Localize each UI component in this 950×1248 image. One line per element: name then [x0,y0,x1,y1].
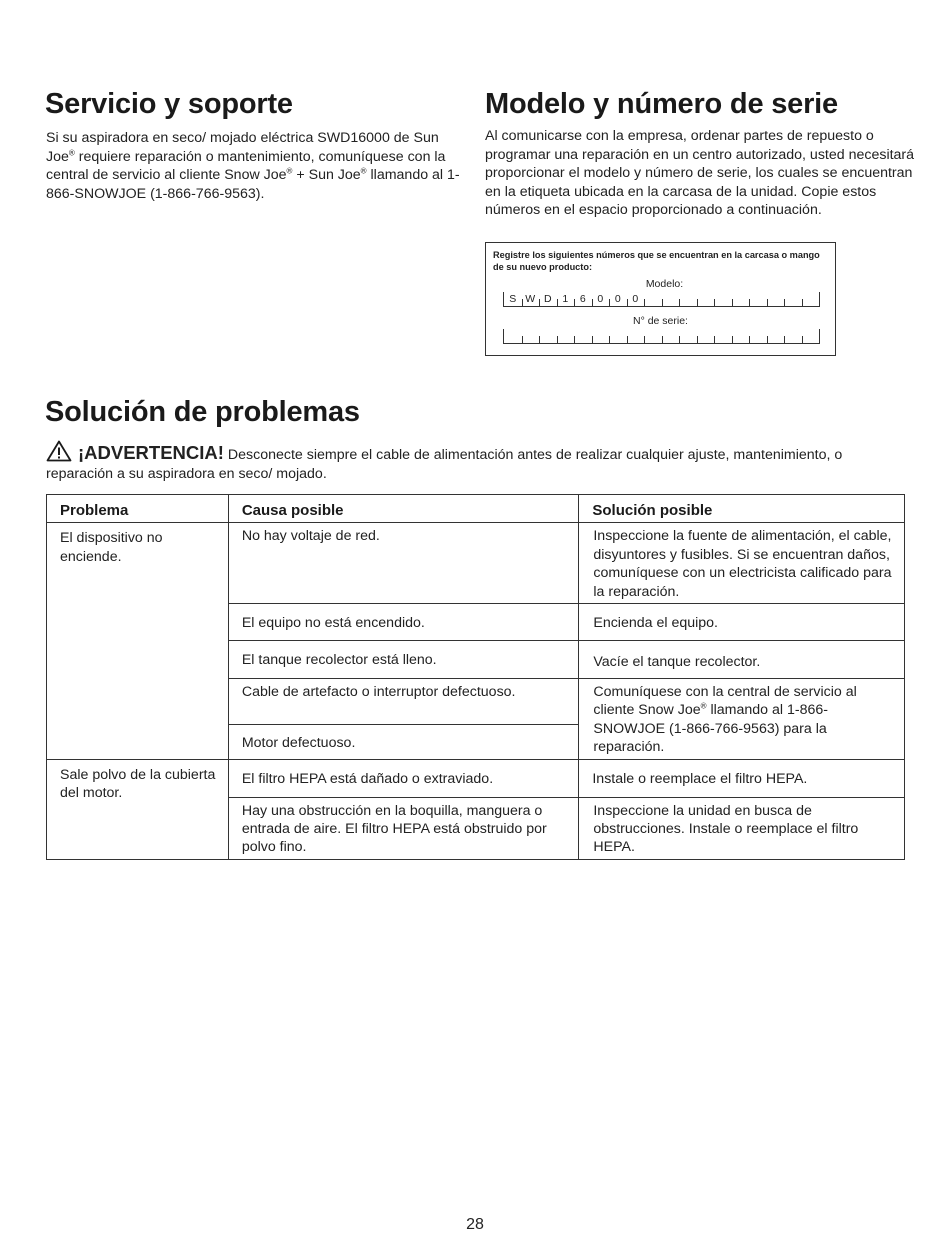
cause-cell: El equipo no está encendido. [228,604,579,641]
serial-label: N° de serie: [633,315,688,327]
serial-digit-cell [802,329,820,343]
header-solution: Solución posible [579,495,905,523]
table-header-row [47,495,905,523]
serial-digit-cell [732,329,750,343]
serial-digit-cell [574,329,592,343]
serial-digit-cell [522,329,540,343]
solution-cell: Instale o reemplace el filtro HEPA. [579,759,905,797]
model-digit-cell: S [509,293,517,305]
model-digit-cell [749,292,767,306]
serial-digit-cell [504,329,522,343]
model-digit-cell [714,292,732,306]
serial-digit-cell [539,329,557,343]
warning-notice [46,440,906,483]
service-support-heading: Servicio y soporte [45,88,293,120]
cause-cell: El filtro HEPA está dañado o extraviado. [228,759,579,797]
table-row [47,759,905,797]
model-digit-cell: 0 [592,292,610,306]
model-digit-cell: 6 [574,292,592,306]
warning-text: Desconecte siempre el cable de alimentación antes de realizar cualquier ajuste, mantenimiento, o reparación a su aspiradora en seco/ mojado. [46,447,843,482]
cause-cell: El tanque recolector está lleno. [228,641,579,679]
cause-cell: Hay una obstrucción en la boquilla, manguera o entrada de aire. El filtro HEPA está obstruido por polvo fino. [228,797,579,859]
serial-digit-cell [679,329,697,343]
registration-instruction: Registre los siguientes números que se encuentran en la carcasa o mango de su nuevo producto: [493,250,820,272]
model-digit-cell [662,292,680,306]
serial-digit-cell [592,329,610,343]
cause-cell: Motor defectuoso. [228,725,579,759]
serial-digit-cell [749,329,767,343]
model-serial-heading: Modelo y número de serie [485,88,838,120]
model-digit-cell [679,292,697,306]
model-digit-cell: 0 [609,292,627,306]
serial-digit-cell [662,329,680,343]
troubleshooting-table [46,494,905,860]
solution-cell: Inspeccione la unidad en busca de obstrucciones. Instale o reemplace el filtro HEPA. [579,797,905,859]
model-digit-cell: W [522,292,540,306]
model-digit-cell: 1 [557,292,575,306]
troubleshooting-heading: Solución de problemas [45,396,360,428]
serial-digit-cell [557,329,575,343]
cause-cell: Cable de artefacto o interruptor defectuoso. [228,679,579,725]
model-digit-cell [784,292,802,306]
registration-box [485,242,836,356]
model-number-field[interactable] [503,292,820,307]
serial-digit-cell [644,329,662,343]
model-digit-cell: D [539,292,557,306]
serial-digit-cell [714,329,732,343]
model-digit-cell: 0 [627,292,645,306]
table-row [47,523,905,604]
model-digit-cell [644,292,662,306]
problem-cell: El dispositivo no enciende. [47,523,229,759]
header-problem: Problema [47,495,229,523]
serial-digit-cell [697,329,715,343]
solution-cell: Inspeccione la fuente de alimentación, el cable, disyuntores y fusibles. Si se encuentran daños, comuníquese con un electricista calificado para la reparación. [579,523,905,604]
model-digit-cell [732,292,750,306]
page-number: 28 [466,1216,484,1233]
warning-label: ¡ADVERTENCIA! [78,442,224,463]
header-cause: Causa posible [228,495,579,523]
model-digit-cell [767,292,785,306]
cause-cell: No hay voltaje de red. [228,523,579,604]
solution-cell: Vacíe el tanque recolector. [579,641,905,679]
model-serial-paragraph: Al comunicarse con la empresa, ordenar partes de repuesto o programar una reparación en un centro autorizado, usted necesitará proporcionar el modelo y número de serie, los cuales se encuentran en la etiqueta ubicada en la carcasa de la unidad. Copie estos números en el espacio proporcionado a continuación. [485,128,915,219]
warning-triangle-icon [46,440,72,462]
solution-cell: Encienda el equipo. [579,604,905,641]
serial-digit-cell [627,329,645,343]
serial-digit-cell [767,329,785,343]
model-label: Modelo: [645,278,684,290]
model-digit-cell [802,292,820,306]
serial-number-field[interactable] [503,329,820,344]
solution-cell: Comuníquese con la central de servicio al cliente Snow Joe® llamando al 1-866-SNOWJOE (1-866-766-9563) para la reparación. [579,679,905,760]
problem-cell: Sale polvo de la cubierta del motor. [47,759,229,859]
service-support-paragraph: Si su aspiradora en seco/ mojado eléctrica SWD16000 de Sun Joe® requiere reparación o mantenimiento, comuníquese con la central de servicio al cliente Snow Joe® + Sun Joe® llamando al 1-866-SNOWJOE (1-866-766-9563). [46,130,460,202]
serial-digit-cell [609,329,627,343]
model-digit-cell [697,292,715,306]
serial-digit-cell [784,329,802,343]
